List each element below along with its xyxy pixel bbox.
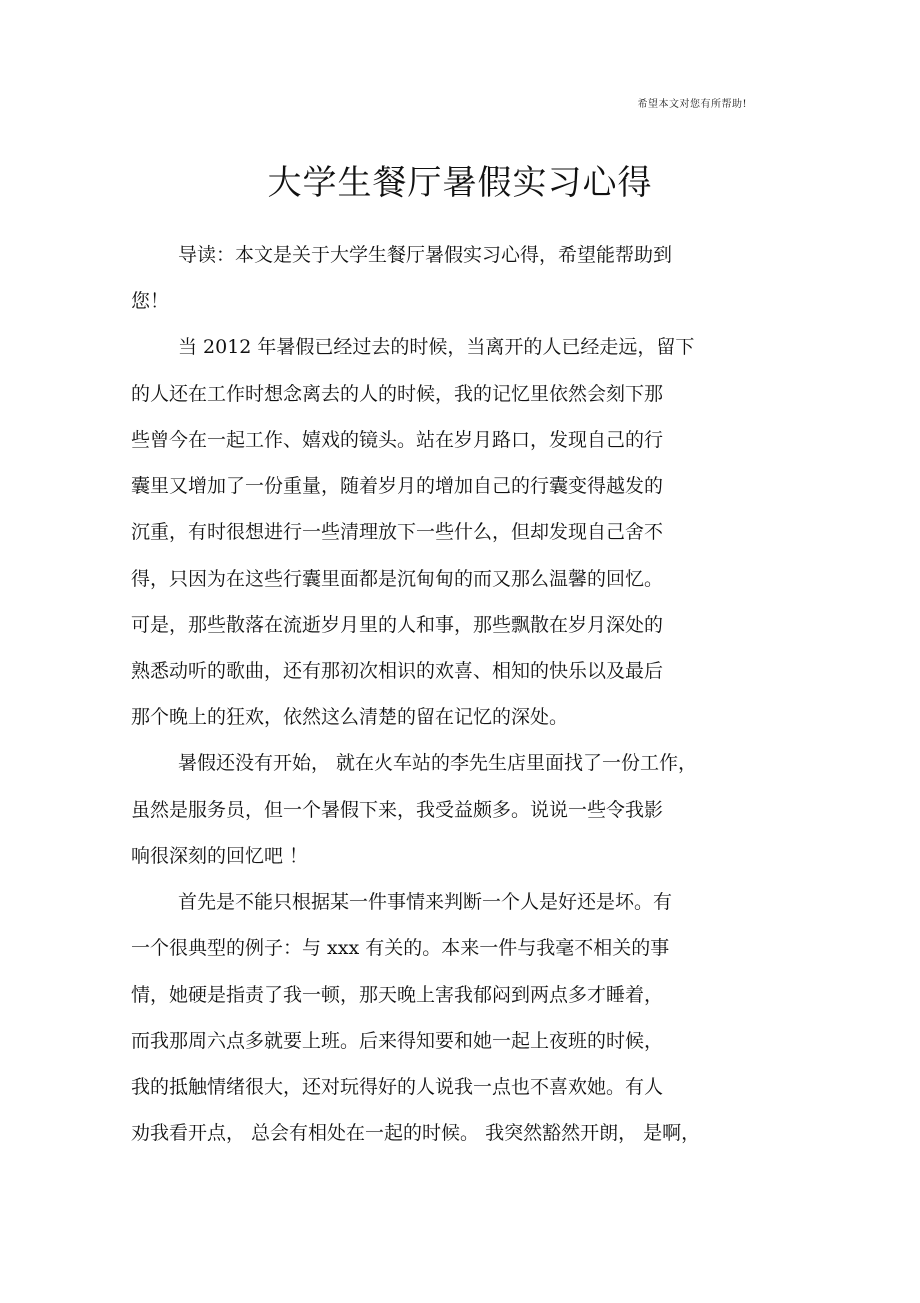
document-title: 大学生餐厅暑假实习心得 [267, 163, 653, 203]
body-line: 而我那周六点多就要上班。后来得知要和她一起上夜班的时候， [131, 1030, 664, 1052]
body-line: 沉重，有时很想进行一些清理放下一些什么，但却发现自己舍不 [131, 521, 664, 543]
body-line: 得，只因为在这些行囊里面都是沉甸甸的而又那么温馨的回忆。 [131, 568, 664, 590]
body-line: 首先是不能只根据某一件事情来判断一个人是好还是坏。有 [178, 891, 673, 913]
body-line: 那个晚上的狂欢，依然这么清楚的留在记忆的深处。 [131, 706, 569, 728]
body-line: 导读：本文是关于大学生餐厅暑假实习心得，希望能帮助到 [178, 244, 673, 266]
body-line: 劝我看开点， 总会有相处在一起的时候。 我突然豁然开朗， 是啊， [131, 1122, 701, 1144]
body-line: 熟悉动听的歌曲，还有那初次相识的欢喜、相知的快乐以及最后 [131, 660, 664, 682]
body-line: 囊里又增加了一份重量，随着岁月的增加自己的行囊变得越发的 [131, 475, 664, 497]
body-line: 些曾今在一起工作、嬉戏的镜头。站在岁月路口，发现自己的行 [131, 429, 664, 451]
body-line: 响很深刻的回忆吧 ！ [131, 845, 309, 867]
body-line: 当 2012 年暑假已经过去的时候，当离开的人已经走远，留下 [178, 336, 695, 358]
body-line: 您！ [131, 290, 170, 312]
body-line: 一个很典型的例子：与 xxx 有关的。本来一件与我毫不相关的事 [131, 937, 670, 959]
body-line: 可是，那些散落在流逝岁月里的人和事，那些飘散在岁月深处的 [131, 614, 664, 636]
body-line: 暑假还没有开始， 就在火车站的李先生店里面找了一份工作， [178, 752, 698, 774]
header-note: 希望本文对您有所帮助! [637, 99, 747, 110]
body-line: 情，她硬是指责了我一顿，那天晚上害我郁闷到两点多才睡着， [131, 984, 664, 1006]
body-line: 的人还在工作时想念离去的人的时候，我的记忆里依然会刻下那 [131, 383, 664, 405]
body-line: 我的抵触情绪很大，还对玩得好的人说我一点也不喜欢她。有人 [131, 1076, 664, 1098]
body-line: 虽然是服务员，但一个暑假下来，我受益颇多。说说一些令我影 [131, 799, 664, 821]
